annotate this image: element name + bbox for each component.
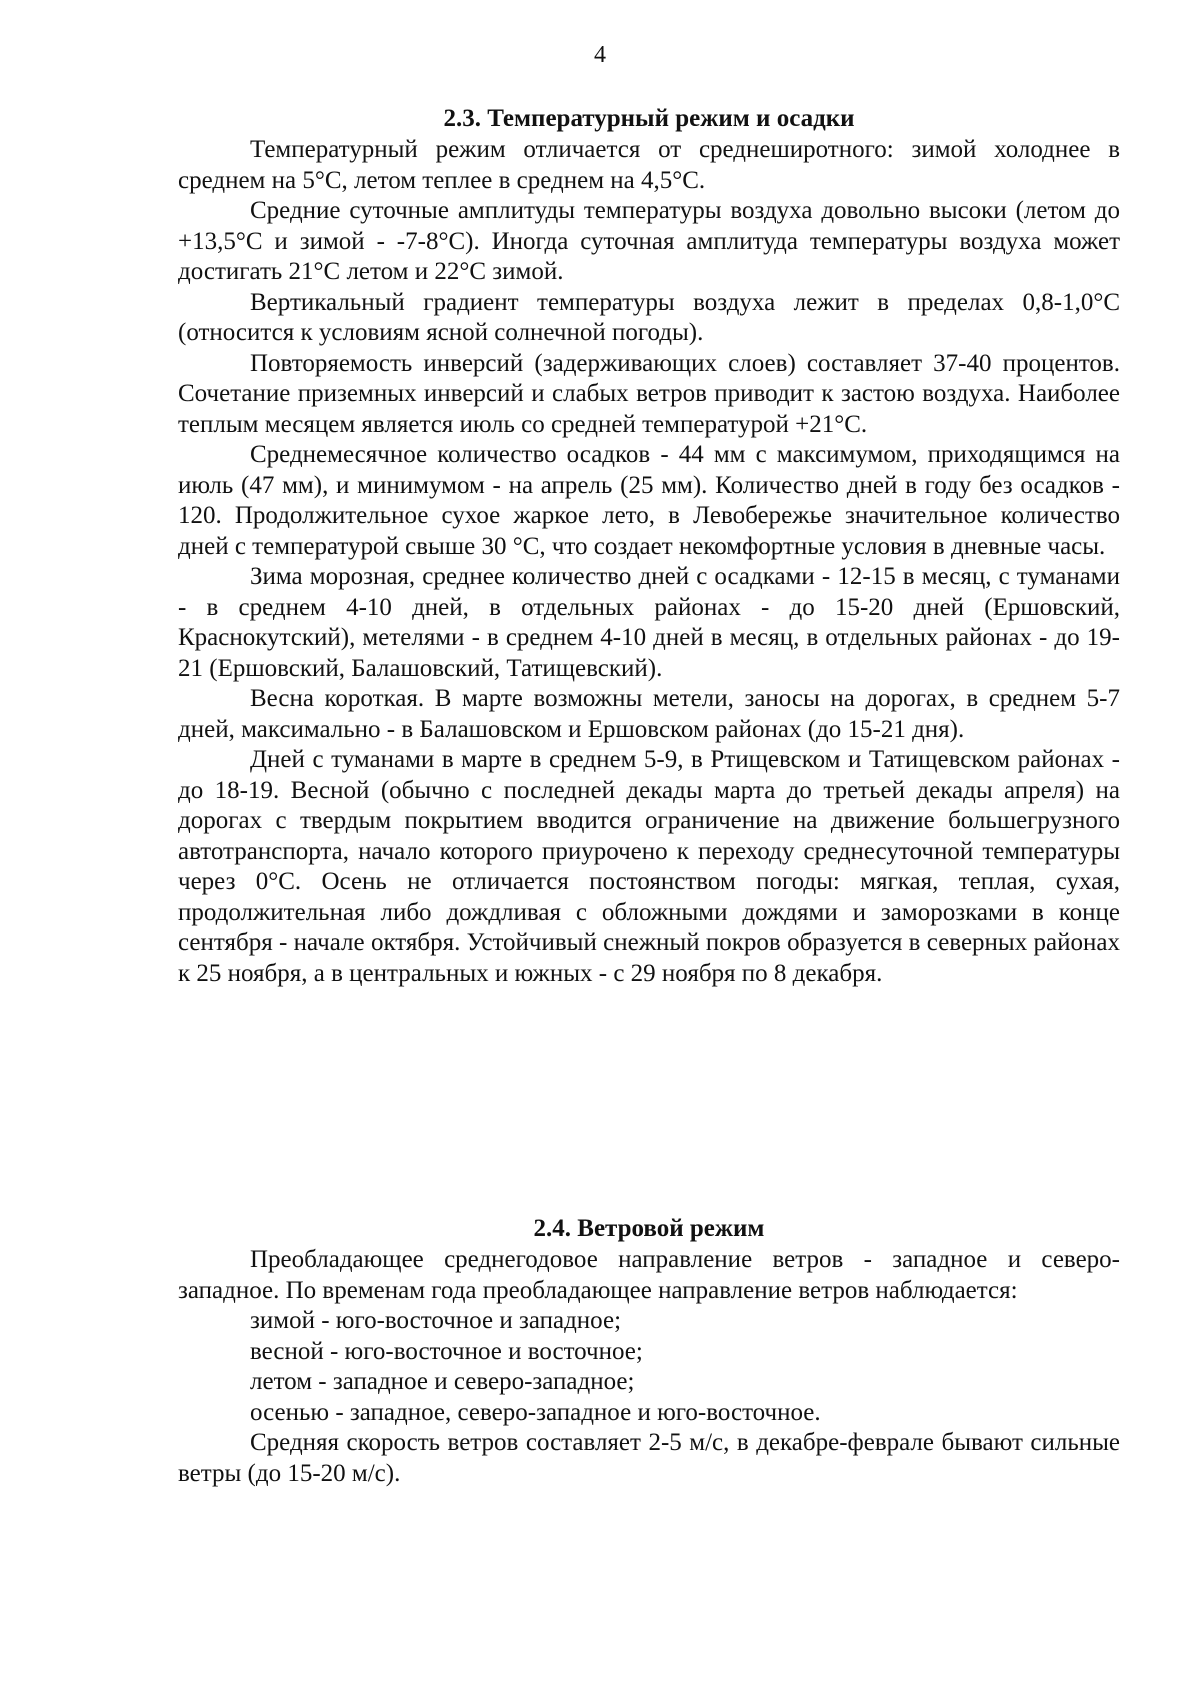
paragraph: Температурный режим отличается от среднеширотного: зимой холоднее в среднем на 5°С, летом теплее в среднем на 4,5°С. [178, 136, 1120, 194]
page-number: 4 [594, 42, 606, 68]
paragraph: Средние суточные амплитуды температуры воздуха довольно высоки (летом до +13,5°С и зимой - -7-8°С). Иногда суточная амплитуда температуры воздуха может достигать 21°С летом и 22°С зимой. [178, 197, 1120, 285]
season-item-winter: зимой - юго-восточное и западное; [250, 1307, 622, 1334]
season-item-spring: весной - юго-восточное и восточное; [250, 1337, 643, 1365]
paragraph: Зима морозная, среднее количество дней с осадками - 12-15 в месяц, с туманами - в среднем 4-10 дней, в отдельных районах - до 15-20 дней (Ершовский, Краснокутский), метелями - в среднем 4-10 дней в месяц, в отдельных районах - до 19-21 (Ершовский, Балашовский, Татищевский). [178, 563, 1120, 682]
section-heading-temperature: 2.3. Температурный режим и осадки [443, 105, 855, 132]
paragraph-intro: Преобладающее среднегодовое направление ветров - западное и северо-западное. По временам года преобладающее направление ветров наблюдается: [178, 1246, 1120, 1304]
paragraph: Весна короткая. В марте возможны метели, заносы на дорогах, в среднем 5-7 дней, максимально - в Балашовском и Ершовском районах (до 15-21 дня). [178, 685, 1120, 743]
section-wind [178, 1213, 1120, 1489]
paragraph: Вертикальный градиент температуры воздуха лежит в пределах 0,8-1,0°С (относится к условиям ясной солнечной погоды). [178, 288, 1120, 346]
section-temperature [178, 103, 1120, 989]
paragraph: Дней с туманами в марте в среднем 5-9, в Ртищевском и Татищевском районах - до 18-19. Весной (обычно с последней декады марта до третьей декады апреля) на дорогах с твердым покрытием вводится ограничение на движение большегрузного автотранспорта, начало которого приурочено к переходу среднесуточной температуры через 0°С. Осень не отличается постоянством погоды: мягкая, теплая, сухая, продолжительная либо дождливая с обложными дождями и заморозками в конце сентября - начале октября. Устойчивый снежный покров образуется в северных районах к 25 ноября, а в центральных и южных - с 29 ноября по 8 декабря. [178, 746, 1120, 987]
paragraph-wind-speed: Средняя скорость ветров составляет 2-5 м/с, в декабре-феврале бывают сильные ветры (до 15-20 м/с). [178, 1429, 1120, 1487]
season-item-autumn: осенью - западное, северо-западное и юго-восточное. [250, 1398, 821, 1426]
section-heading-wind: 2.4. Ветровой режим [533, 1215, 765, 1242]
paragraph: Повторяемость инверсий (задерживающих слоев) составляет 37-40 процентов. Сочетание приземных инверсий и слабых ветров приводит к застою воздуха. Наиболее теплым месяцем является июль со средней температурой +21°С. [178, 349, 1120, 438]
season-item-summer: летом - западное и северо-западное; [250, 1368, 635, 1395]
paragraph: Среднемесячное количество осадков - 44 мм с максимумом, приходящимся на июль (47 мм), и минимумом - на апрель (25 мм). Количество дней в году без осадков - 120. Продолжительное сухое жаркое лето, в Левобережье значительное количество дней с температурой свыше 30 °С, что создает некомфортные условия в дневные часы. [178, 441, 1120, 560]
